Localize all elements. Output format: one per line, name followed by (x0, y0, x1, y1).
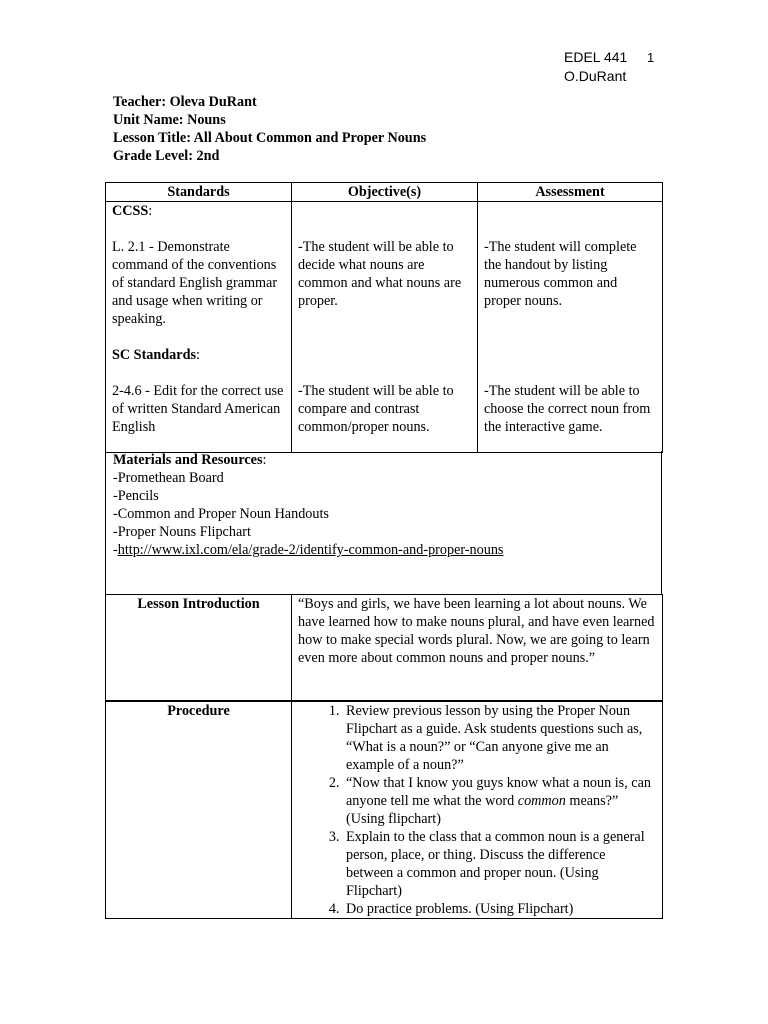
procedure-step-4: 4. Do practice problems. (Using Flipchart) (343, 900, 656, 918)
teacher-line: Teacher: Oleva DuRant (113, 94, 257, 110)
table-row (106, 202, 663, 453)
procedure-step-2: 2. “Now that I know you guys know what a noun is, can anyone tell me what the word common means?” (Using flipchart) (343, 774, 656, 828)
sc-label: SC Standards (112, 347, 196, 363)
ixl-link[interactable]: http://www.ixl.com/ela/grade-2/identify-common-and-proper-nouns (117, 542, 504, 558)
assessment-cell (478, 202, 663, 453)
header-standards: Standards (106, 183, 292, 202)
introduction-text: “Boys and girls, we have been learning a lot about nouns. We have learned how to make nouns plural, and have even learned how to make special words plural. Now, we are going to learn even more about common nouns and proper nouns.” (292, 595, 663, 701)
assessment-1: -The student will complete the handout by listing numerous common and proper nouns. (484, 239, 637, 309)
material-item: -Promethean Board (113, 470, 224, 486)
ccss-label: CCSS (112, 203, 149, 219)
unit-line: Unit Name: Nouns (113, 112, 226, 128)
lesson-title-line: Lesson Title: All About Common and Proper Nouns (113, 130, 427, 146)
procedure-table (105, 701, 663, 919)
grade-line: Grade Level: 2nd (113, 148, 220, 164)
procedure-step-3: 3. Explain to the class that a common noun is a general person, place, or thing. Discuss the difference between a common and proper noun. (Using Flipchart) (343, 828, 656, 900)
objective-2: -The student will be able to compare and contrast common/proper nouns. (298, 383, 454, 435)
link-prefix: - (113, 542, 118, 558)
objective-1: -The student will be able to decide what nouns are common and what nouns are proper. (298, 239, 462, 309)
assessment-2: -The student will be able to choose the correct noun from the interactive game. (484, 383, 651, 435)
material-item: -Proper Nouns Flipchart (113, 524, 251, 540)
course-code: EDEL 441 (564, 49, 628, 65)
procedure-label: Procedure (106, 702, 292, 919)
author-name: O.DuRant (564, 68, 627, 84)
material-item: -Common and Proper Noun Handouts (113, 506, 329, 522)
page-number: 1 (647, 50, 655, 65)
table-row (106, 702, 663, 919)
emphasis-common: common (517, 793, 566, 809)
materials-section: Materials and Resources: -Promethean Board -Pencils -Common and Proper Noun Handouts -Proper Nouns Flipchart -http://www.ixl.com/ela/grade-2/identify-common-and-proper-nouns (105, 451, 662, 595)
header-assessment: Assessment (478, 183, 663, 202)
running-header (564, 48, 627, 86)
procedure-step-1: 1. Review previous lesson by using the Proper Noun Flipchart as a guide. Ask students questions such as, “What is a noun?” or “Can anyone give me an example of a noun?” (343, 702, 656, 774)
sc-text: 2-4.6 - Edit for the correct use of written Standard American English (112, 383, 284, 435)
material-item: -Pencils (113, 488, 159, 504)
standards-table (105, 182, 663, 453)
materials-label: Materials and Resources (113, 452, 263, 468)
procedure-steps-cell (292, 702, 663, 919)
table-header-row (106, 183, 663, 202)
ccss-text: L. 2.1 - Demonstrate command of the conventions of standard English grammar and usage when writing or speaking. (112, 239, 278, 327)
standards-cell: CCSS: L. 2.1 - Demonstrate command of the conventions of standard English grammar and usage when writing or speaking. SC Standards: 2-4.6 - Edit for the correct use of written Standard American English (106, 202, 292, 453)
introduction-label: Lesson Introduction (106, 595, 292, 701)
header-objectives: Objective(s) (292, 183, 478, 202)
lesson-info (113, 93, 426, 165)
procedure-list (298, 702, 656, 918)
introduction-table (105, 594, 663, 701)
table-row (106, 595, 663, 701)
objectives-cell (292, 202, 478, 453)
